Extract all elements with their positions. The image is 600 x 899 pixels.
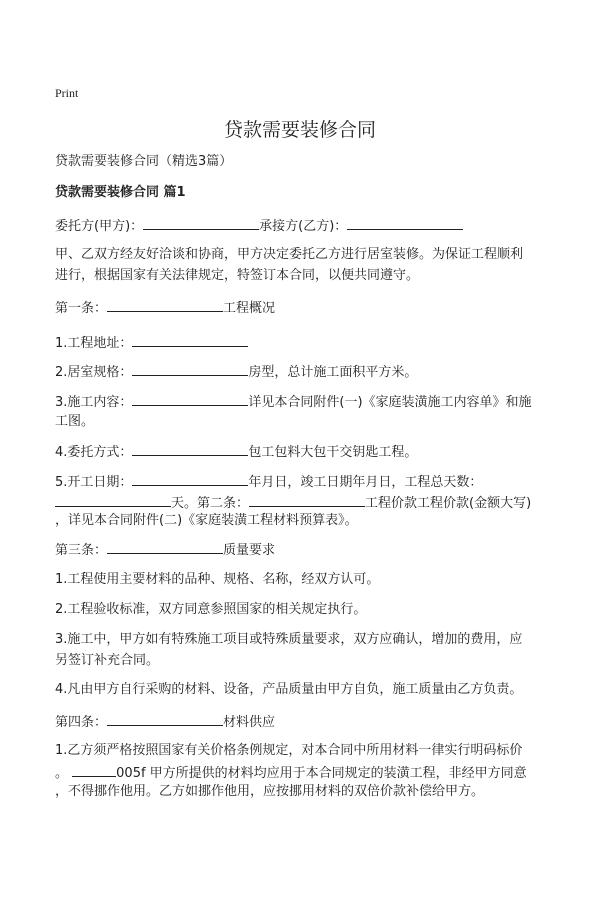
item-2-text: 房型，总计施工面积平方米。 xyxy=(248,365,418,380)
article-3 xyxy=(55,540,275,560)
material-1-cont xyxy=(55,763,527,783)
item-3-label: 3.施工内容： xyxy=(55,395,133,410)
item-5 xyxy=(55,472,482,492)
print-link[interactable]: Print xyxy=(55,86,79,100)
punct: 。 xyxy=(55,766,69,781)
subtitle: 贷款需要装修合同（精选3篇） xyxy=(55,154,233,169)
article-3-label: 第三条： xyxy=(55,543,108,558)
item-2-label: 2.居室规格： xyxy=(55,365,133,380)
article-4-label: 第四条： xyxy=(55,715,108,730)
blank xyxy=(249,493,365,507)
blank xyxy=(132,442,248,456)
party-b-blank xyxy=(347,216,463,230)
quality-1: 1.工程使用主要材料的品种、规格、名称，经双方认可。 xyxy=(55,572,380,587)
intro-line-1: 甲、乙双方经友好洽谈和协商，甲方决定委托乙方进行居室装修。为保证工程顺利 xyxy=(55,247,524,262)
quality-3-cont: 另签订补充合同。 xyxy=(55,653,160,668)
material-1-cont-2: ，不得挪作他用。乙方如挪作他用，应按挪用材料的双倍价款补偿给甲方。 xyxy=(55,784,485,799)
party-a-blank xyxy=(143,216,259,230)
party-b-label: 承接方(乙方)： xyxy=(259,219,348,234)
intro-line-2: 进行，根据国家有关法律规定，特签订本合同，以便共同遵守。 xyxy=(55,268,420,283)
parties-line xyxy=(55,216,463,236)
blank xyxy=(107,540,223,554)
article-4 xyxy=(55,712,275,732)
quality-2: 2.工程验收标准，双方同意参照国家的相关规定执行。 xyxy=(55,602,367,617)
item-3-text: 详见本合同附件(一)《家庭装潢施工内容单》和施 xyxy=(248,395,532,410)
article-1-title: 工程概况 xyxy=(223,301,276,316)
quality-3: 3.施工中，甲方如有特殊施工项目或特殊质量要求，双方应确认，增加的费用，应 xyxy=(55,632,523,647)
item-5-cont xyxy=(55,493,531,513)
article-1-label: 第一条： xyxy=(55,301,108,316)
item-5-text: 年月日，竣工日期年月日，工程总天数： xyxy=(248,475,483,490)
blank xyxy=(72,763,116,777)
blank xyxy=(55,493,171,507)
blank xyxy=(132,333,248,347)
article-4-title: 材料供应 xyxy=(223,715,276,730)
item-4 xyxy=(55,442,417,462)
quality-4: 4.凡由甲方自行采购的材料、设备，产品质量由甲方自负，施工质量由乙方负责。 xyxy=(55,682,523,697)
item-3-cont: 工图。 xyxy=(55,414,95,429)
article-3-title: 质量要求 xyxy=(223,543,276,558)
material-1: 1.乙方须严格按照国家有关价格条例规定，对本合同中所用材料一律实行明码标价 xyxy=(55,743,523,758)
item-5-price: 工程价款工程价款(金额大写) xyxy=(365,496,532,511)
section-heading: 贷款需要装修合同 篇1 xyxy=(55,185,186,200)
blank xyxy=(132,362,248,376)
item-5-label: 5.开工日期： xyxy=(55,475,133,490)
blank xyxy=(132,472,248,486)
item-4-text: 包工包料大包干交钥匙工程。 xyxy=(248,445,418,460)
item-1 xyxy=(55,333,248,353)
item-1-label: 1.工程地址： xyxy=(55,336,133,351)
item-3 xyxy=(55,392,532,412)
article-1 xyxy=(55,298,275,318)
page-title: 贷款需要装修合同 xyxy=(223,119,376,141)
material-1-text: 005f 甲方所提供的材料均应用于本合同规定的装潢工程，非经甲方同意 xyxy=(116,766,527,781)
blank xyxy=(107,712,223,726)
item-4-label: 4.委托方式： xyxy=(55,445,133,460)
item-5-days: 天。第二条： xyxy=(171,496,250,511)
blank xyxy=(107,298,223,312)
item-2 xyxy=(55,362,417,382)
item-5-cont-2: ，详见本合同附件(二)《家庭装潢工程材料预算表》。 xyxy=(55,513,358,528)
blank xyxy=(132,392,248,406)
party-a-label: 委托方(甲方)： xyxy=(55,219,144,234)
